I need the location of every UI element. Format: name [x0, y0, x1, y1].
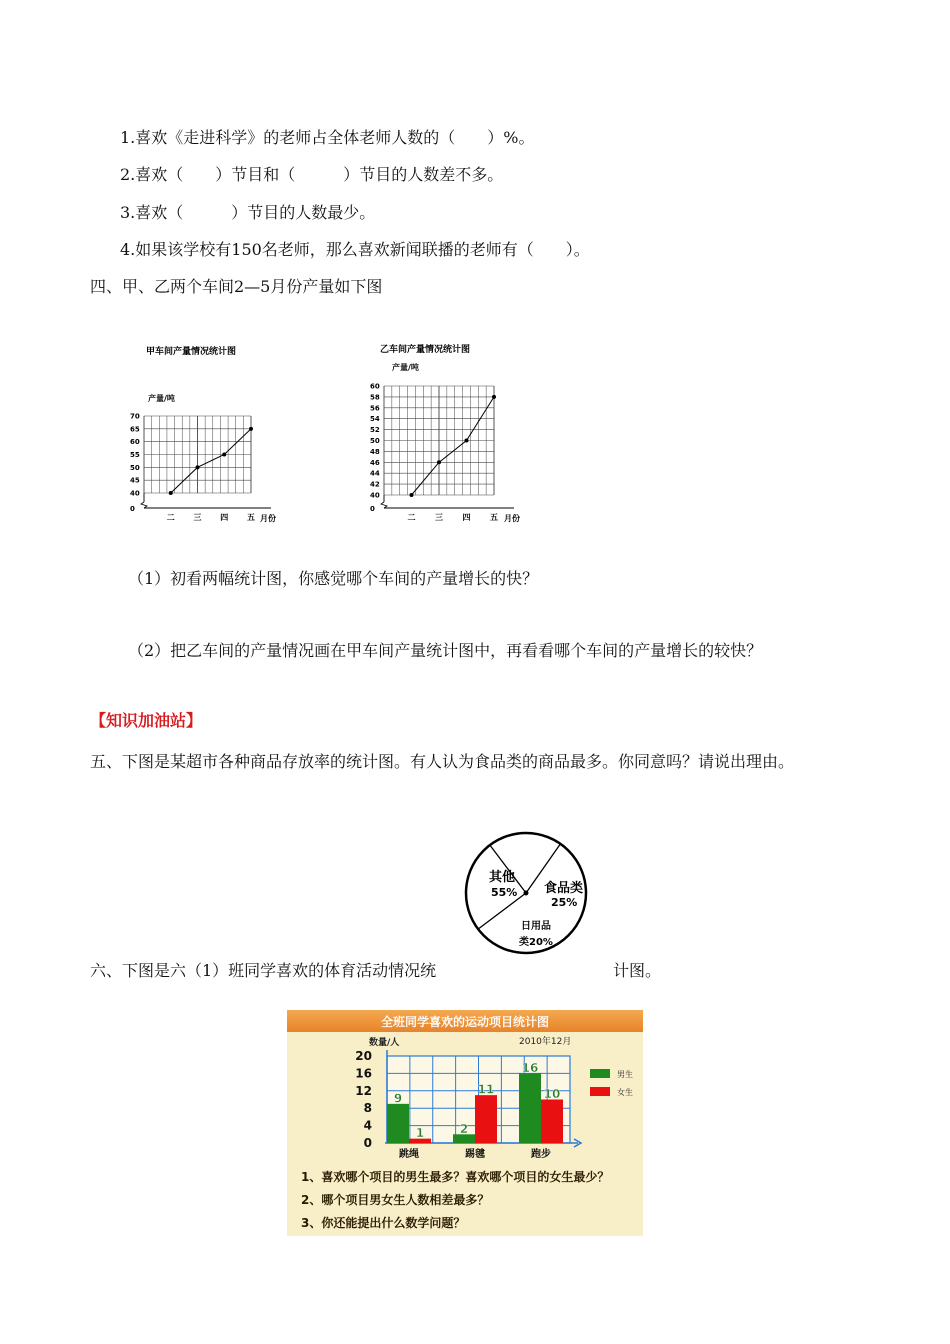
- y-tick-label: 8: [363, 1101, 372, 1116]
- x-ticks: [408, 513, 499, 522]
- x-axis-label: 月份: [260, 514, 276, 523]
- x-tick-label: 二: [166, 513, 175, 522]
- pie-center: [524, 891, 529, 896]
- sport-question-1: 1、喜欢哪个项目的男生最多？喜欢哪个项目的女生最少？: [301, 1170, 610, 1184]
- y-tick-label: 4: [363, 1118, 372, 1133]
- data-point: [465, 439, 469, 443]
- section5-heading: 五、下图是某超市各种商品存放率的统计图。有人认为食品类的商品最多。你同意吗？请说出理由。: [90, 752, 795, 771]
- pie-label-other: 其他: [489, 870, 516, 885]
- plot-area: [381, 386, 514, 508]
- x-tick-label: 跑步: [531, 1149, 551, 1160]
- pie-chart: [464, 826, 590, 960]
- section4-sub1: （1）初看两幅统计图，你感觉哪个车间的产量增长的快？: [128, 569, 539, 588]
- y-tick-label: 70: [130, 412, 140, 421]
- bar: [541, 1100, 563, 1144]
- y-tick-label: 0: [363, 1136, 372, 1150]
- sport-question-2: 2、哪个项目男女生人数相差最多？: [301, 1193, 490, 1207]
- data-point: [169, 491, 173, 495]
- bar-value-label: 1: [415, 1126, 425, 1141]
- bar-chart-ylabel: 数量/人: [369, 1038, 400, 1048]
- y-tick-label: 45: [130, 476, 140, 485]
- y-tick-label: 0: [370, 505, 375, 513]
- plot-area: [141, 416, 271, 508]
- question-1: 1.喜欢《走进科学》的老师占全体老师人数的（ ）%。: [120, 128, 535, 147]
- y-ticks: [130, 413, 140, 514]
- pie-label-daily-line2: 类: [519, 937, 529, 948]
- y-tick-label: 65: [130, 425, 140, 434]
- y-tick-label: 58: [370, 393, 380, 402]
- sports-chart-panel: [287, 1010, 643, 1236]
- bar: [519, 1073, 541, 1143]
- y-tick-label: 56: [370, 404, 380, 413]
- legend-label-boys: 男生: [617, 1070, 633, 1079]
- bar-value-label: 2: [459, 1121, 469, 1136]
- y-axis-label: 产量/吨: [392, 363, 419, 372]
- legend-swatch-girls: [590, 1087, 610, 1096]
- bar-chart-title: 全班同学喜欢的运动项目统计图: [380, 1015, 550, 1029]
- x-tick-label: 跳绳: [399, 1149, 419, 1160]
- pie-pct-food: 25%: [551, 896, 578, 909]
- data-point: [222, 453, 226, 457]
- bar-chart-date: 2010年12月: [519, 1037, 572, 1047]
- data-point: [196, 465, 200, 469]
- y-tick-label: 55: [130, 451, 140, 459]
- y-tick-label: 48: [370, 447, 380, 456]
- y-tick-label: 20: [355, 1049, 372, 1063]
- pie-pct-daily: 20%: [529, 937, 553, 948]
- chart-title: 乙车间产量情况统计图: [380, 345, 471, 355]
- axis-break-zigzag: [141, 502, 147, 508]
- x-ticks: [167, 513, 255, 522]
- data-point: [249, 427, 253, 431]
- data-point: [492, 395, 496, 399]
- data-point: [437, 460, 441, 464]
- y-tick-label: 12: [355, 1083, 372, 1098]
- knowledge-label: 【知识加油站】: [90, 711, 203, 730]
- x-tick-label: 二: [407, 513, 416, 522]
- series-line: [171, 429, 251, 493]
- section6-heading-right: 计图。: [613, 961, 662, 980]
- y-tick-label: 16: [355, 1066, 372, 1081]
- x-tick-label: 五: [490, 513, 498, 522]
- legend-label-girls: 女生: [617, 1088, 633, 1097]
- y-tick-label: 46: [370, 458, 380, 467]
- y-tick-label: 52: [370, 426, 380, 435]
- bar-value-label: 16: [521, 1060, 539, 1075]
- y-tick-label: 42: [370, 480, 380, 489]
- pie-label-daily-line1: 日用品: [521, 921, 551, 932]
- y-tick-label: 40: [370, 491, 380, 500]
- y-tick-label: 60: [130, 438, 140, 447]
- y-tick-label: 0: [130, 505, 135, 513]
- x-tick-label: 四: [462, 513, 471, 522]
- y-ticks: [370, 383, 380, 514]
- bar-value-label: 10: [543, 1087, 561, 1101]
- line-chart-jia: [110, 340, 350, 540]
- bar-value-label: 9: [393, 1091, 403, 1106]
- pie-label-food: 食品类: [544, 881, 584, 896]
- data-point: [410, 493, 414, 497]
- x-axis-label: 月份: [504, 514, 520, 523]
- question-2: 2.喜欢（ ）节目和（ ）节目的人数差不多。: [120, 165, 504, 184]
- x-tick-label: 五: [247, 513, 255, 522]
- y-axis-label: 产量/吨: [148, 394, 175, 403]
- y-tick-label: 50: [370, 437, 380, 445]
- sport-question-3: 3、你还能提出什么数学问题？: [301, 1216, 466, 1230]
- pie-label-daily: [521, 919, 551, 932]
- y-tick-label: 54: [370, 415, 380, 424]
- section4-sub2: （2）把乙车间的产量情况画在甲车间产量统计图中，再看看哪个车间的产量增长的较快？: [128, 641, 763, 660]
- legend-swatch-boys: [590, 1069, 610, 1078]
- y-tick-label: 40: [130, 489, 140, 498]
- pie-label-daily-2: [519, 935, 553, 948]
- bar: [387, 1104, 409, 1143]
- x-tick-label: 踢毽: [465, 1149, 485, 1160]
- line-chart-yi: [350, 340, 590, 540]
- section4-heading: 四、甲、乙两个车间2—5月份产量如下图: [90, 277, 383, 296]
- y-tick-label: 60: [370, 382, 380, 391]
- x-tick-label: 四: [220, 513, 229, 522]
- series-line: [412, 397, 495, 495]
- axis-break-zigzag: [381, 502, 387, 508]
- x-tick-label: 三: [435, 513, 443, 522]
- y-tick-label: 50: [130, 463, 140, 472]
- x-tick-label: 三: [193, 513, 202, 522]
- pie-pct-other: 55%: [491, 886, 518, 899]
- bar: [475, 1095, 497, 1143]
- question-3: 3.喜欢（ ）节目的人数最少。: [120, 203, 376, 222]
- section6-heading-left: 六、下图是六（1）班同学喜欢的体育活动情况统: [90, 961, 437, 980]
- bar-value-label: 11: [477, 1082, 495, 1097]
- chart-title: 甲车间产量情况统计图: [146, 347, 237, 357]
- question-4: 4.如果该学校有150名老师，那么喜欢新闻联播的老师有（ ）。: [120, 240, 590, 259]
- y-tick-label: 44: [370, 469, 380, 478]
